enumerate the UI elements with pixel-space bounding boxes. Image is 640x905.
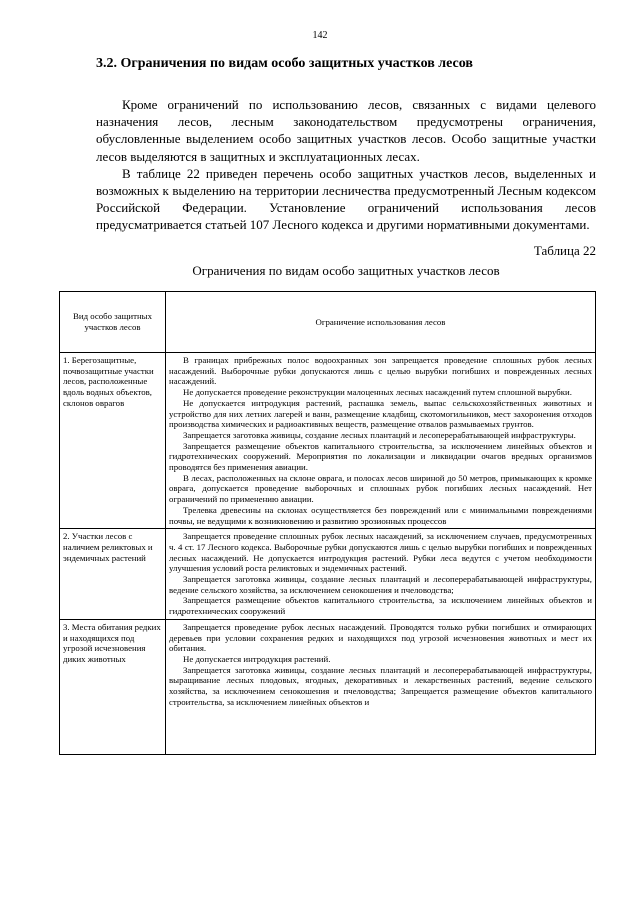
restriction-paragraph: Запрещается заготовка живицы, создание лесных плантаций и лесоперерабатывающей инфраструктуры. (183, 429, 576, 440)
intro-paragraph: Кроме ограничений по использованию лесов, связанных с видами целевого назначения лесов, лесным законодательством предусмотрены ограничения, обусловленные выделением особо защитных участков лесов. Особо защитные участки лесов выделяются в защитных и эксплуатационных лесах. (96, 97, 596, 164)
table-caption: Таблица 22 (533, 243, 596, 258)
area-type-cell: 3. Места обитания редких и находящихся под угрозой исчезновения диких животных (60, 619, 166, 754)
restriction-paragraph: Запрещается проведение рубок лесных насаждений. Проводятся только рубки погибших и отмирающих деревьев при условии сохранения редких и находящихся под угрозой исчезновения животных и мест их обитания. (169, 621, 592, 654)
restriction-paragraph: Запрещается размещение объектов капитального строительства, за исключением линейных объектов и гидротехнических сооружений (169, 595, 592, 617)
restriction-paragraph: Не допускается интродукция растений, распашка земель, выпас сельскохозяйственных животных и устройство для них летних лагерей и ванн, размещение кладбищ, скотомогильников, мест захоронения отходов производства химических и радиоактивных веществ, размещение отвалов размываемых грунтов. (169, 397, 592, 430)
table-title: Ограничения по видам особо защитных участков лесов (192, 263, 500, 278)
table-header-row (60, 292, 596, 353)
restriction-cell (166, 619, 596, 754)
restriction-paragraph: Запрещается заготовка живицы, создание лесных плантаций и лесоперерабатывающей инфраструктуры, ведение сельского хозяйства, за исключением сенокошения и пчеловодства; (169, 574, 592, 595)
restriction-paragraph: Не допускается интродукция растений. (183, 653, 331, 664)
table-row (60, 353, 596, 529)
area-type-cell: 1. Берегозащитные, почвозащитные участки лесов, расположенные вдоль водных объектов, склонов оврагов (60, 353, 166, 529)
restriction-paragraph: Запрещается заготовка живицы, создание лесных плантаций и лесоперерабатывающей инфраструктуры, выращивание лесных плодовых, ягодных, декоративных и лекарственных растений, ведение сельского хозяйства, за исключением сенокошения и пчеловодства; Запрещается размещение объектов капитального строительства, за исключением линейных объектов и (169, 664, 592, 707)
restriction-cell (166, 529, 596, 620)
restriction-paragraph: В границах прибрежных полос водоохранных зон запрещается проведение сплошных рубок лесных насаждений. Выборочные рубки допускаются лишь с целью вырубки погибших и поврежденных лесных насаждений. (169, 355, 592, 387)
area-type-cell: 2. Участки лесов с наличием реликтовых и эндемичных растений (60, 529, 166, 620)
header-restriction: Ограничение использования лесов (166, 292, 596, 353)
restriction-paragraph: Не допускается проведение реконструкции малоценных лесных насаждений путем сплошной вырубки. (183, 387, 572, 398)
restriction-paragraph: Запрещается проведение сплошных рубок лесных насаждений, за исключением случаев, предусмотренных ч. 4 ст. 17 Лесного кодекса. Выборочные рубки допускаются лишь с целью вырубки погибших и поврежденных лесных насаждений. Не допускается интродукция растений. Рубки леса ведутся с учетом необходимости улучшения условий роста реликтовых и эндемичных растений. (169, 531, 592, 574)
restrictions-table (59, 291, 596, 755)
intro-paragraph: В таблице 22 приведен перечень особо защитных участков лесов, выделенных и возможных к выделению на территории лесничества предусмотренный Лесным кодексом Российской Федерации. Установление ограничений использования лесов предусматривается статьей 107 Лесного кодекса и другими нормативными документами. (96, 165, 596, 233)
restriction-paragraph: Запрещается размещение объектов капитального строительства, за исключением линейных объектов и гидротехнических сооружений. Мероприятия по локализации и ликвидации очагов вредных организмов проводятся без применения авиации. (169, 440, 592, 473)
page-number: 142 (312, 30, 328, 41)
restriction-paragraph: Трелевка древесины на склонах осуществляется без повреждений или с минимальными повреждениями почвы, не ведущими к возникновению и развитию эрозионных процессов (169, 504, 592, 526)
table-row (60, 619, 596, 754)
header-area-type: Вид особо защитных участков лесов (60, 292, 166, 353)
intro-text (96, 96, 596, 234)
table-row (60, 529, 596, 620)
restriction-cell (166, 353, 596, 529)
section-heading: 3.2. Ограничения по видам особо защитных участков лесов (96, 56, 473, 71)
restriction-paragraph: В лесах, расположенных на склоне оврага, и полосах лесов шириной до 50 метров, примыкающих к кромке оврага, допускается проведение выборочных и сплошных рубок погибших лесных насаждений. Нет ограничений по применению авиации. (169, 472, 592, 505)
